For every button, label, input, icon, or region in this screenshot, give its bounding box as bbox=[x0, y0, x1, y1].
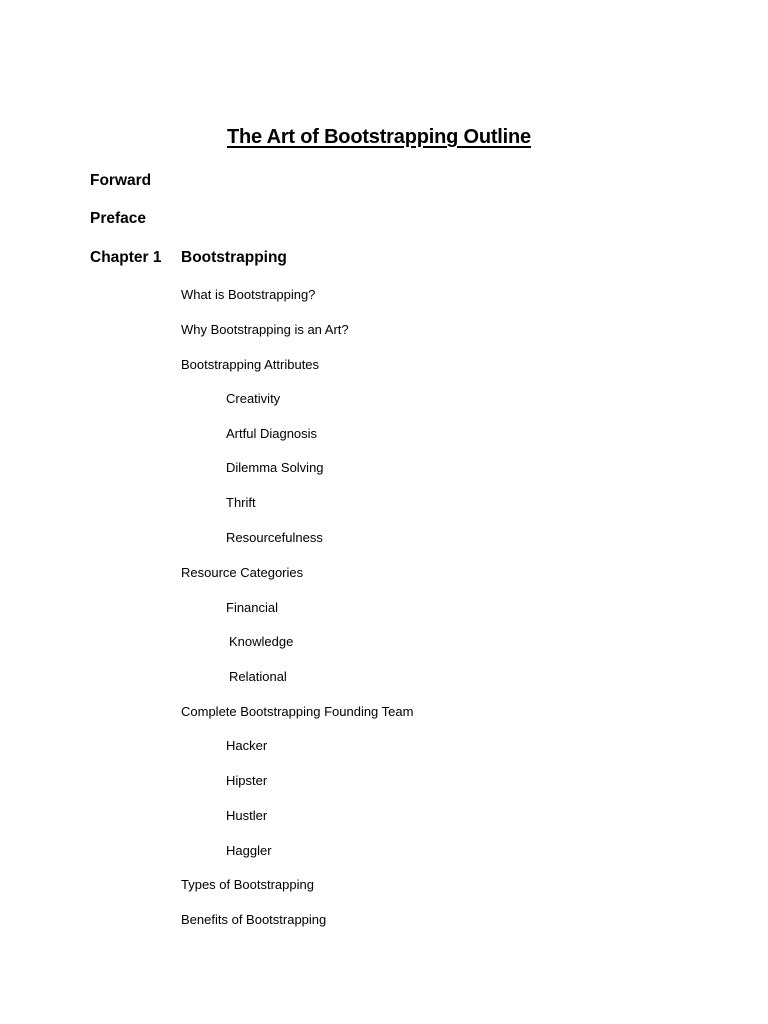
outline-subitem: Hacker bbox=[226, 738, 268, 753]
outline-item: Complete Bootstrapping Founding Team bbox=[181, 704, 414, 719]
heading-preface: Preface bbox=[90, 210, 147, 227]
heading-forward: Forward bbox=[90, 172, 152, 189]
outline-subitem: Hustler bbox=[226, 808, 268, 823]
chapter-title: Bootstrapping bbox=[181, 249, 287, 266]
document-title: The Art of Bootstrapping Outline bbox=[227, 126, 531, 148]
outline-item: Benefits of Bootstrapping bbox=[181, 912, 327, 927]
outline-subitem: Haggler bbox=[226, 843, 272, 858]
outline-subitem: Relational bbox=[229, 669, 287, 684]
outline-subitem: Creativity bbox=[226, 391, 281, 406]
outline-subitem: Dilemma Solving bbox=[226, 460, 324, 475]
outline-subitem: Artful Diagnosis bbox=[226, 426, 318, 441]
outline-item: What is Bootstrapping? bbox=[181, 287, 316, 302]
outline-subitem: Financial bbox=[226, 600, 279, 615]
outline-item: Why Bootstrapping is an Art? bbox=[181, 322, 349, 337]
chapter-label: Chapter 1 bbox=[90, 249, 162, 266]
outline-item: Resource Categories bbox=[181, 565, 304, 580]
outline-item: Types of Bootstrapping bbox=[181, 877, 314, 892]
outline-subitem: Resourcefulness bbox=[226, 530, 323, 545]
outline-subitem: Hipster bbox=[226, 773, 268, 788]
outline-item: Bootstrapping Attributes bbox=[181, 357, 320, 372]
outline-subitem: Thrift bbox=[226, 495, 256, 510]
outline-subitem: Knowledge bbox=[229, 634, 294, 649]
